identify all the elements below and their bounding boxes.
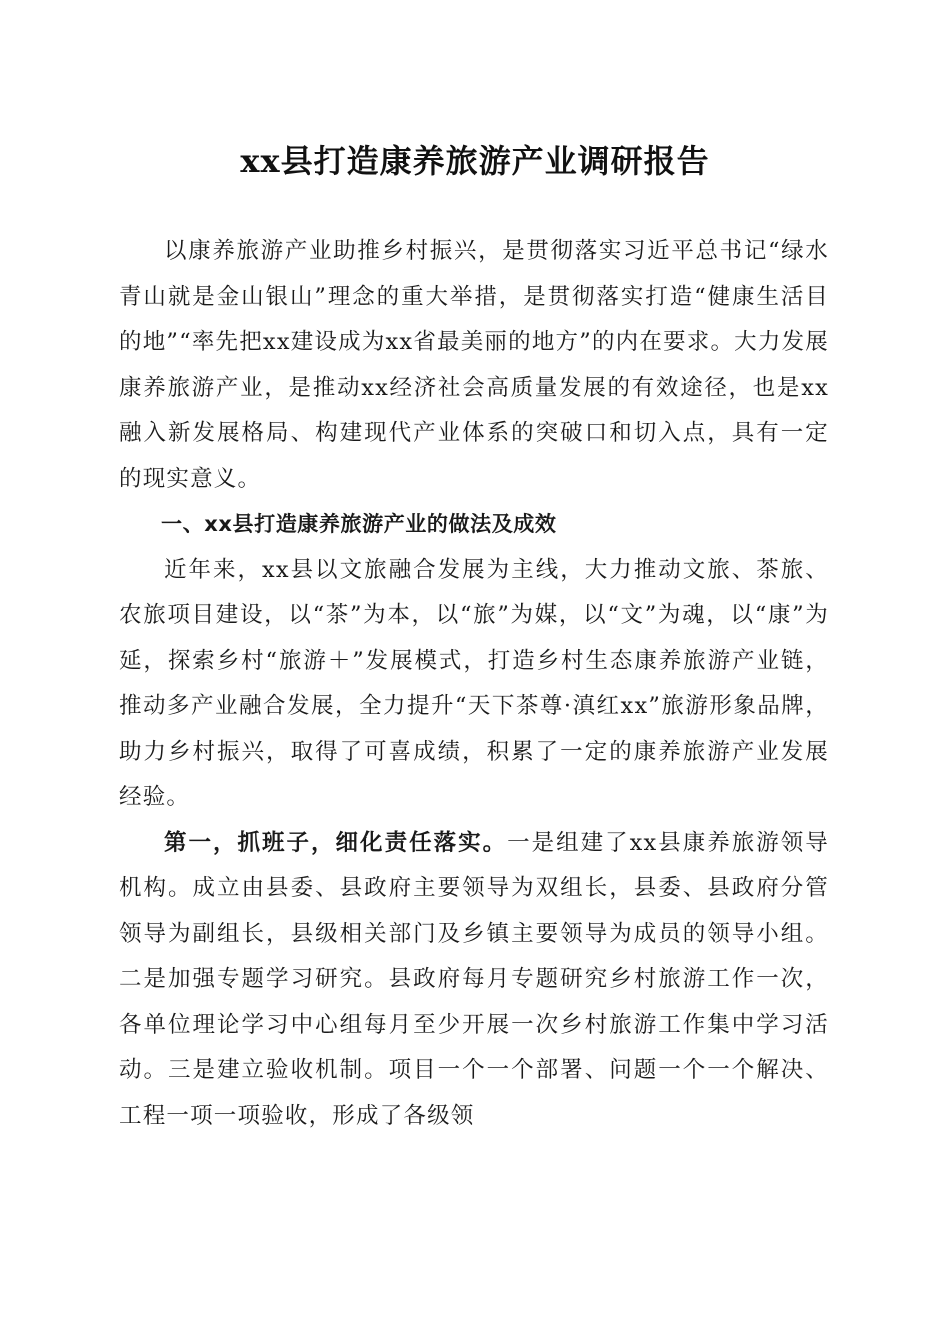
document-title: xx县打造康养旅游产业调研报告	[240, 142, 710, 180]
point-lead: 第一，抓班子，细化责任落实。	[164, 829, 508, 856]
intro-paragraph: 以康养旅游产业助推乡村振兴，是贯彻落实习近平总书记“绿水青山就是金山银山”理念的重大举措，是贯彻落实打造“健康生活目的地”“率先把xx建设成为xx省最美丽的地方”的内在要求。大力发展康养旅游产业，是推动xx经济社会高质量发展的有效途径，也是xx融入新发展格局、构建现代产业体系的突破口和切入点，具有一定的现实意义。	[119, 238, 829, 492]
point-paragraph	[119, 821, 829, 1140]
point-body: 一是组建了xx县康养旅游领导机构。成立由县委、县政府主要领导为双组长，县委、县政府分管领导为副组长，县级相关部门及乡镇主要领导为成员的领导小组。二是加强专题学习研究。县政府每月专题研究乡村旅游工作一次，各单位理论学习中心组每月至少开展一次乡村旅游工作集中学习活动。三是建立验收机制。项目一个一个部署、问题一个一个解决、工程一项一项验收，形成了各级领	[119, 829, 829, 1129]
section-paragraph: 近年来，xx县以文旅融合发展为主线，大力推动文旅、茶旅、农旅项目建设，以“茶”为本，以“旅”为媒，以“文”为魂，以“康”为延，探索乡村“旅游＋”发展模式，打造乡村生态康养旅游产业链，推动多产业融合发展，全力提升“天下茶尊·滇红xx”旅游形象品牌，助力乡村振兴，取得了可喜成绩，积累了一定的康养旅游产业发展经验。	[119, 556, 829, 810]
section-heading: 一、xx县打造康养旅游产业的做法及成效	[161, 512, 557, 536]
document-body	[119, 229, 829, 1139]
